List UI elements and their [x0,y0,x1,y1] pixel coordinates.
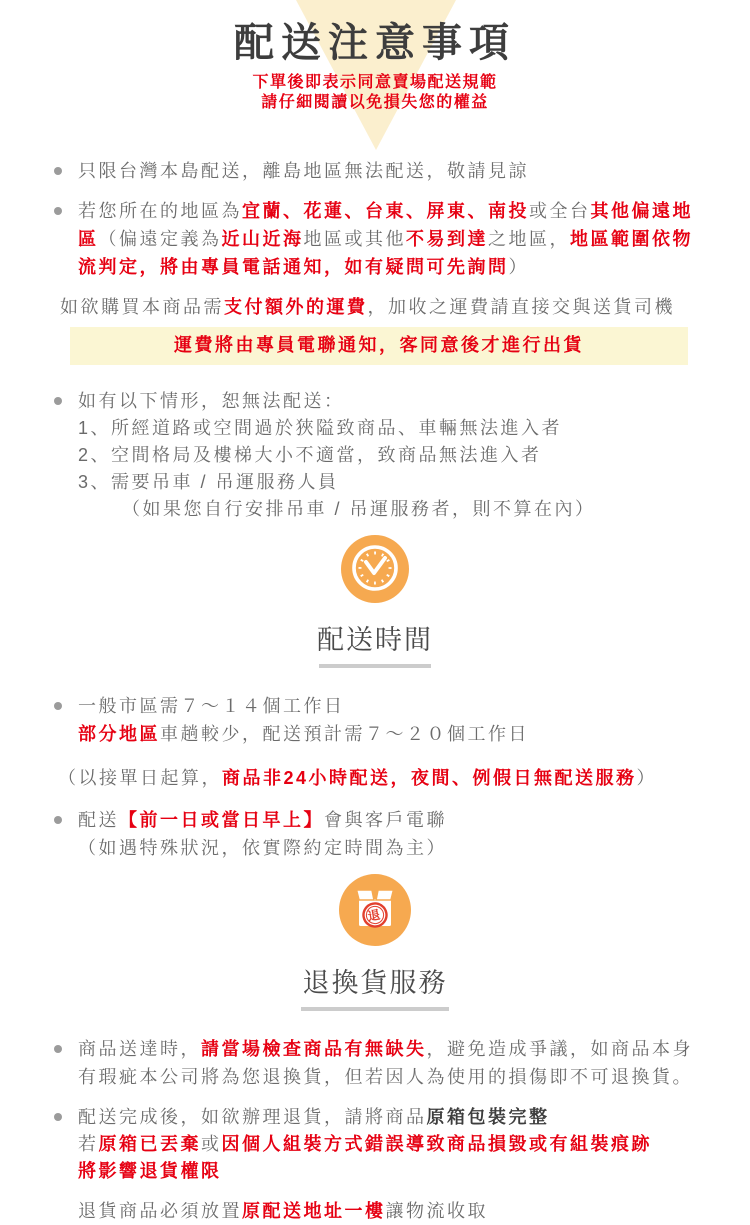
text-line [58,764,710,792]
text-line [78,692,710,720]
list-item [40,157,710,185]
text-segment: 將影響退貨權限 [78,1161,222,1181]
text-segment: 商品送達時， [78,1039,201,1059]
text-line [78,469,710,496]
list-item [40,806,710,862]
subtitle-line-1: 下單後即表示同意賣場配送規範 [252,74,498,91]
text-segment: ，加收之運費請直接交與送貨司機 [367,297,675,317]
text-segment: 原配送地址一樓 [242,1201,386,1221]
text-segment: （如遇特殊狀況，依實際約定時間為主） [78,838,447,858]
text-segment: （以接單日起算， [58,768,222,788]
text-segment: 不易到達 [406,229,488,249]
text-segment: 地區範圍依物流判定，將由專員電話通知，如有疑問可先詢問 [78,229,693,277]
text-segment: 會與客戶電聯 [324,810,447,830]
text-segment: 原箱包裝完整 [426,1107,550,1127]
text-line [70,331,688,359]
content [0,157,750,1225]
text-segment: （偏遠定義為 [98,229,222,249]
package-return-icon [339,874,411,946]
text-segment: 或 [201,1134,222,1154]
text-segment: 因個人組裝方式錯誤導致商品損毀或有組裝痕跡 [221,1134,652,1154]
delivery-time-underline [319,664,431,668]
text-segment: 2、空間格局及樓梯大小不適當，致商品無法進入者 [78,445,542,465]
text-segment: 其他偏遠地區 [78,201,693,249]
text-segment: 支付額外的運費 [224,297,368,317]
return-rules-list [40,1035,710,1225]
text-line [78,1035,710,1091]
text-segment: 只限台灣本島配送，離島地區無法配送，敬請見諒 [78,161,529,181]
text-segment: 商品非24小時配送，夜間、例假日無配送服務 [222,768,637,788]
delivery-time-heading: 配送時間 [317,625,433,655]
text-segment: （如果您自行安排吊車 / 吊運服務者，則不算在內） [122,499,596,519]
text-segment: 若 [78,1134,99,1154]
text-line [78,1158,710,1185]
text-segment: 請當場檢查商品有無缺失 [201,1039,427,1059]
notice-header [0,0,750,113]
text-segment: 地區或其他 [303,229,406,249]
freight-notice-box [70,327,688,365]
list-item [40,692,710,748]
text-segment: 讓物流收取 [385,1201,488,1221]
text-segment: 配送 [78,810,119,830]
text-line [78,1197,710,1225]
text-line [78,415,710,442]
text-segment: ，避免造成爭議，如商品本身有瑕疵本公司將為您退換貨，但若因人為使用的損傷即不可退換貨。 [78,1039,693,1087]
list-item [40,387,710,523]
text-line [78,496,710,523]
delivery-rules-list [40,157,710,523]
text-line [78,157,710,185]
text-segment: 3、需要吊車 / 吊運服務人員 [78,472,339,492]
return-service-section [40,874,710,1011]
text-segment: ） [636,768,658,788]
subtitle-line-2: 請仔細閱讀以免損失您的權益 [261,94,489,111]
list-item [40,1035,710,1091]
return-service-heading: 退換貨服務 [302,968,448,998]
text-line [78,1103,710,1131]
text-line [78,197,710,281]
subtitle [0,73,750,113]
text-segment: 【前一日或當日早上】 [119,810,324,830]
list-item [40,1103,710,1185]
text-line [78,387,710,415]
note-paragraph [58,764,710,792]
return-service-underline [301,1007,449,1011]
text-segment: 宜蘭、花蓮、台東、屏東、南投 [242,201,529,221]
return-stamp-label: 退 [366,907,384,924]
text-segment: 原箱已丟棄 [98,1134,201,1154]
text-segment: 1、所經道路或空間過於狹隘致商品、車輛無法進入者 [78,418,563,438]
text-segment: ） [508,257,529,277]
return-pickup-note [78,1197,710,1225]
freight-paragraph [60,293,710,321]
text-line [78,834,710,862]
list-item [40,197,710,281]
text-segment: 如有以下情形，恕無法配送： [78,391,345,411]
text-segment: 車趟較少，配送預計需７～２０個工作日 [160,724,529,744]
text-segment: 運費將由專員電聯通知，客同意後才進行出貨 [174,335,584,355]
text-segment: 或全台 [529,201,591,221]
page-title: 配送注意事項 [234,21,516,65]
text-segment: 近山近海 [221,229,304,249]
delivery-time-list [40,692,710,862]
text-line [78,720,710,748]
text-segment: 退貨商品必須放置 [78,1201,242,1221]
text-line [78,442,710,469]
text-segment: 之地區， [488,229,570,249]
text-segment: 若您所在的地區為 [78,201,242,221]
text-segment: 部分地區 [78,724,160,744]
text-line [78,806,710,834]
text-segment: 如欲購買本商品需 [60,297,224,317]
text-line [60,293,710,321]
delivery-time-section [40,535,710,668]
text-segment: 一般市區需７～１４個工作日 [78,696,345,716]
clock-icon [341,535,409,603]
text-line [78,1131,710,1158]
text-segment: 配送完成後，如欲辦理退貨，請將商品 [78,1107,427,1127]
